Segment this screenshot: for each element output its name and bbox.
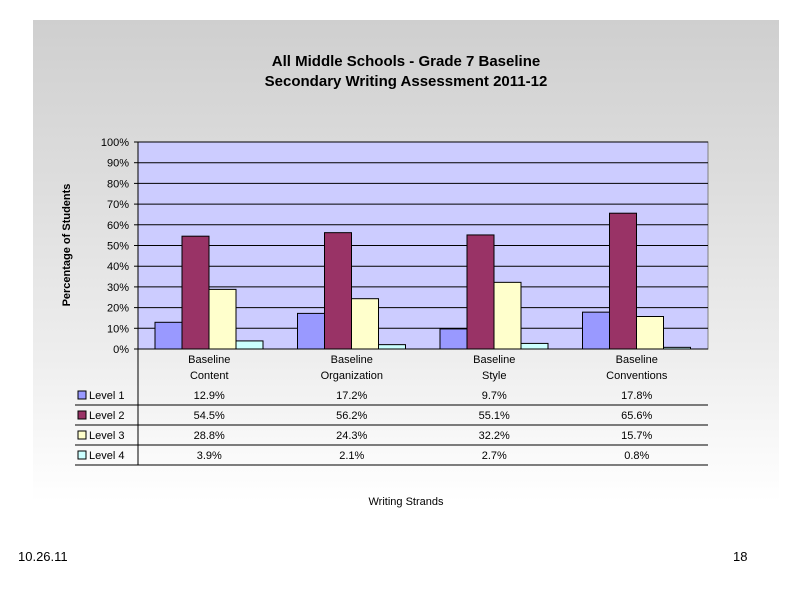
y-tick-label: 40% — [106, 261, 129, 274]
chart-title-line-1: All Middle Schools - Grade 7 Baseline — [271, 53, 541, 70]
bar-level-2 — [610, 213, 637, 349]
data-label: 65.6% — [621, 410, 653, 422]
data-label: 17.8% — [621, 390, 653, 402]
y-tick-label: 0% — [113, 344, 129, 356]
legend-label: Level 1 — [89, 390, 125, 402]
y-tick-label: 60% — [106, 219, 129, 232]
category-label: Baseline — [330, 354, 373, 366]
bar-level-2 — [182, 236, 209, 349]
slide-page-number: 18 — [733, 549, 748, 564]
bar-level-4 — [236, 341, 263, 349]
data-label: 32.2% — [478, 430, 510, 442]
bar-level-2 — [467, 235, 494, 349]
y-tick-label: 80% — [106, 178, 129, 191]
bar-level-3 — [494, 282, 521, 349]
data-label: 17.2% — [336, 390, 368, 402]
data-label: 12.9% — [193, 390, 225, 402]
bar-level-1 — [440, 329, 467, 349]
bar-level-4 — [521, 343, 548, 349]
data-label: 3.9% — [196, 450, 222, 462]
data-label: 24.3% — [336, 430, 368, 442]
bar-level-1 — [155, 322, 182, 349]
y-tick-label: 70% — [106, 199, 129, 212]
legend-label: Level 4 — [89, 450, 125, 462]
bar-level-1 — [583, 312, 610, 349]
y-axis-title: Percentage of Students — [61, 183, 73, 307]
bar-level-4 — [664, 347, 691, 349]
legend-swatch — [78, 391, 86, 399]
category-label: Conventions — [606, 370, 668, 382]
data-label: 54.5% — [193, 410, 225, 422]
y-tick-label: 50% — [106, 240, 129, 253]
chart-title-line-2: Secondary Writing Assessment 2011-12 — [264, 73, 548, 90]
bar-level-1 — [298, 313, 325, 349]
legend-label: Level 2 — [89, 410, 125, 422]
category-label: Baseline — [615, 354, 658, 366]
data-label: 2.1% — [339, 450, 365, 462]
category-label: Content — [189, 370, 229, 382]
category-label: Baseline — [188, 354, 231, 366]
data-label: 56.2% — [336, 410, 368, 422]
legend-swatch — [78, 431, 86, 439]
legend-label: Level 3 — [89, 430, 125, 442]
bar-level-2 — [325, 233, 352, 349]
y-tick-label: 90% — [106, 157, 129, 170]
y-tick-label: 100% — [100, 137, 129, 149]
data-label: 15.7% — [621, 430, 653, 442]
y-tick-label: 20% — [106, 302, 129, 315]
category-label: Organization — [320, 370, 383, 382]
data-label: 28.8% — [193, 430, 225, 442]
data-label: 55.1% — [478, 410, 510, 422]
data-label: 2.7% — [481, 450, 507, 462]
bar-level-3 — [209, 289, 236, 349]
category-label: Baseline — [473, 354, 516, 366]
y-tick-label: 10% — [106, 323, 129, 336]
data-label: 0.8% — [624, 450, 650, 462]
bar-level-3 — [352, 299, 379, 349]
x-axis-title: Writing Strands — [368, 496, 444, 508]
y-tick-label: 30% — [106, 281, 129, 294]
bar-level-4 — [379, 345, 406, 349]
bar-level-3 — [637, 317, 664, 349]
slide-date: 10.26.11 — [18, 549, 68, 564]
legend-swatch — [78, 451, 86, 459]
category-label: Style — [482, 370, 507, 382]
data-label: 9.7% — [481, 390, 507, 402]
legend-swatch — [78, 411, 86, 419]
